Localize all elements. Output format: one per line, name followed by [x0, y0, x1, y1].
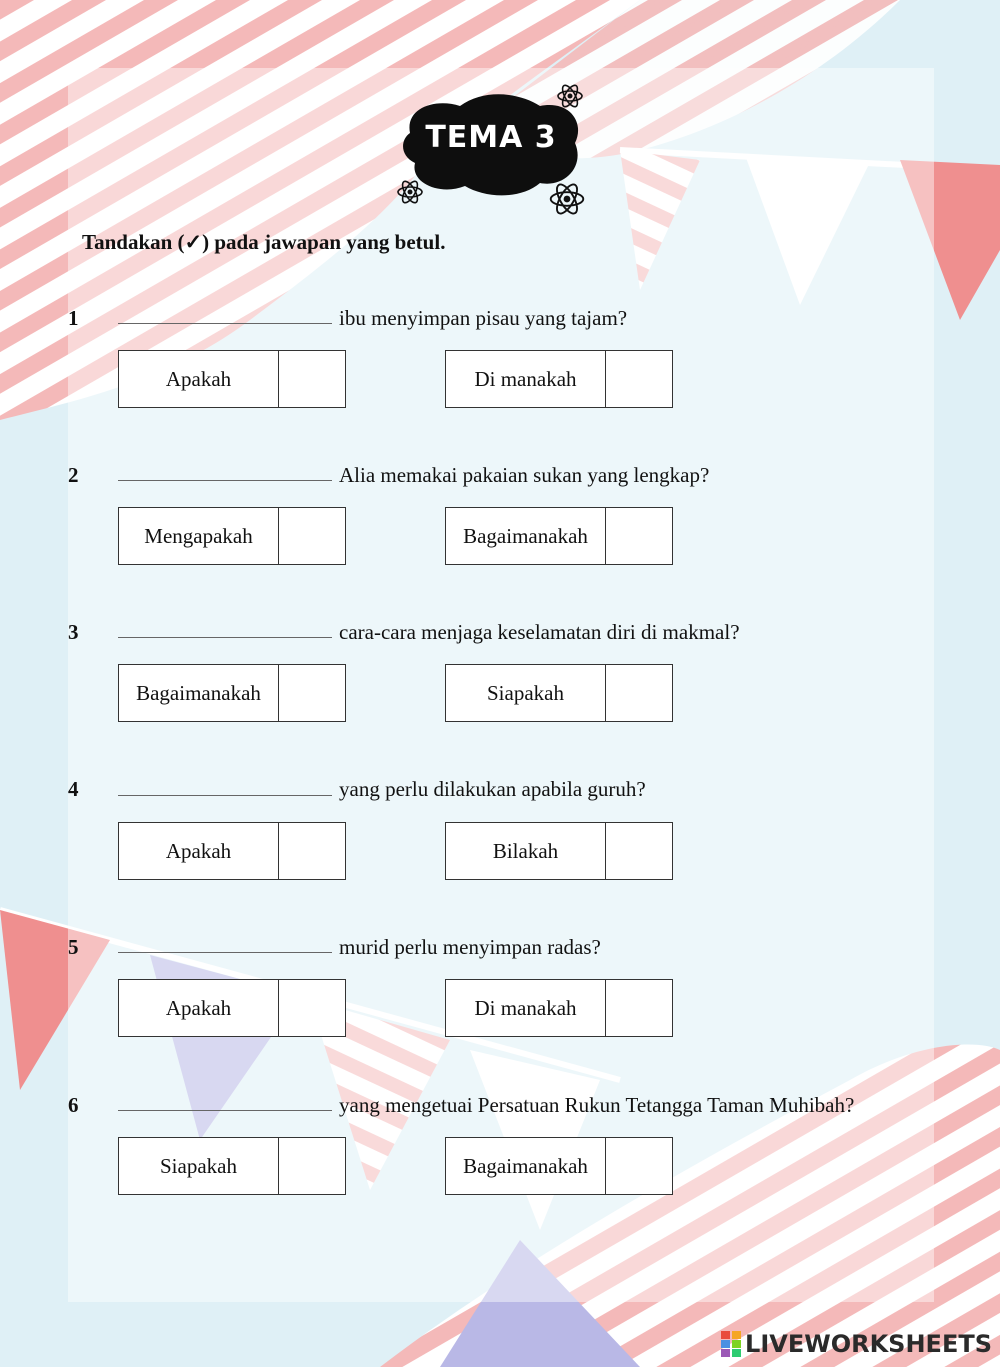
- answer-checkbox[interactable]: [279, 823, 345, 879]
- answer-checkbox[interactable]: [279, 665, 345, 721]
- option: [445, 979, 673, 1037]
- question-number: 5: [68, 935, 79, 959]
- answer-checkbox[interactable]: [279, 351, 345, 407]
- option: [118, 664, 346, 722]
- question-number: 4: [68, 777, 79, 801]
- answer-blank: [118, 795, 332, 796]
- option: [445, 507, 673, 565]
- atom-icon: [556, 82, 584, 110]
- answer-blank: [118, 323, 332, 324]
- option: [445, 1137, 673, 1195]
- option-label: Di manakah: [446, 351, 606, 407]
- option-label: Apakah: [119, 980, 279, 1036]
- answer-checkbox[interactable]: [606, 1138, 672, 1194]
- option-label: Bagaimanakah: [446, 508, 606, 564]
- answer-blank: [118, 480, 332, 481]
- option-label: Apakah: [119, 351, 279, 407]
- answer-blank: [118, 952, 332, 953]
- instruction-text: Tandakan (✓) pada jawapan yang betul.: [82, 230, 446, 254]
- option-label: Mengapakah: [119, 508, 279, 564]
- option: [445, 350, 673, 408]
- option-label: Bagaimanakah: [446, 1138, 606, 1194]
- liveworksheets-logo-icon: [721, 1331, 741, 1357]
- question-text: yang mengetuai Persatuan Rukun Tetangga Taman Muhibah?: [339, 1093, 855, 1117]
- option: [118, 507, 346, 565]
- option-label: Siapakah: [119, 1138, 279, 1194]
- question-number: 2: [68, 463, 79, 487]
- option: [118, 350, 346, 408]
- answer-blank: [118, 1110, 332, 1111]
- answer-checkbox[interactable]: [606, 508, 672, 564]
- option-label: Apakah: [119, 823, 279, 879]
- answer-checkbox[interactable]: [606, 980, 672, 1036]
- atom-icon: [548, 180, 586, 218]
- option: [118, 1137, 346, 1195]
- footer-brand[interactable]: [721, 1330, 992, 1358]
- page-title: TEMA 3: [425, 120, 557, 155]
- answer-checkbox[interactable]: [606, 351, 672, 407]
- question-text: Alia memakai pakaian sukan yang lengkap?: [339, 463, 710, 487]
- option: [445, 664, 673, 722]
- answer-checkbox[interactable]: [606, 665, 672, 721]
- question-number: 3: [68, 620, 79, 644]
- question-text: murid perlu menyimpan radas?: [339, 935, 601, 959]
- option: [118, 979, 346, 1037]
- question-number: 6: [68, 1093, 79, 1117]
- option-label: Siapakah: [446, 665, 606, 721]
- footer-brand-text: LIVEWORKSHEETS: [745, 1330, 992, 1358]
- option: [445, 822, 673, 880]
- question-number: 1: [68, 306, 79, 330]
- option-label: Bagaimanakah: [119, 665, 279, 721]
- answer-blank: [118, 637, 332, 638]
- option-label: Di manakah: [446, 980, 606, 1036]
- question-text: ibu menyimpan pisau yang tajam?: [339, 306, 628, 330]
- option: [118, 822, 346, 880]
- answer-checkbox[interactable]: [279, 1138, 345, 1194]
- question-text: cara-cara menjaga keselamatan diri di makmal?: [339, 620, 740, 644]
- answer-checkbox[interactable]: [606, 823, 672, 879]
- option-label: Bilakah: [446, 823, 606, 879]
- question-text: yang perlu dilakukan apabila guruh?: [339, 777, 646, 801]
- atom-icon: [396, 178, 424, 206]
- answer-checkbox[interactable]: [279, 508, 345, 564]
- answer-checkbox[interactable]: [279, 980, 345, 1036]
